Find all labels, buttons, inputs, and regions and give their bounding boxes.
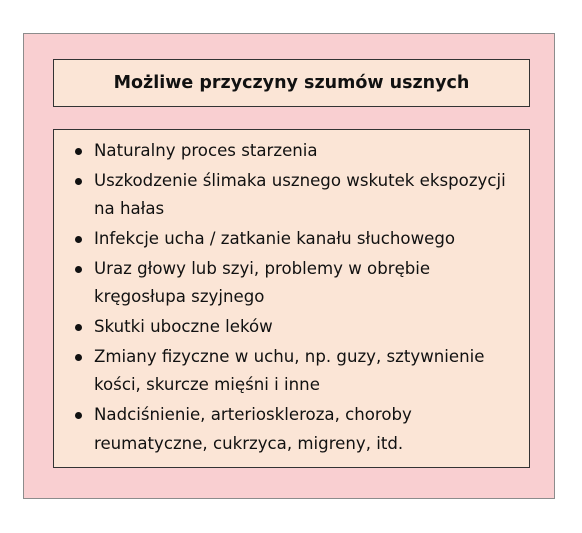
bullet-icon xyxy=(75,266,82,273)
list-item xyxy=(54,343,529,400)
list-item-text: Skutki uboczne leków xyxy=(94,317,273,337)
list-item-text: Naturalny proces starzenia xyxy=(94,141,318,160)
bullet-icon xyxy=(75,324,82,331)
list-item xyxy=(54,255,529,312)
list-item-text: Nadciśnienie, arterioskleroza, choroby reumatyczne, cukrzyca, migreny, itd. xyxy=(94,405,412,453)
list-item xyxy=(54,167,529,224)
title-box xyxy=(53,59,530,107)
list-item-text: Uraz głowy lub szyi, problemy w obrębie kręgosłupa szyjnego xyxy=(94,258,431,307)
bullet-icon xyxy=(75,236,82,243)
list-item-text: Zmiany fizyczne w uchu, np. guzy, sztywnienie kości, skurcze mięśni i inne xyxy=(94,346,485,395)
list-item-text: Uszkodzenie ślimaka usznego wskutek ekspozycji na hałas xyxy=(94,170,506,219)
bullet-icon xyxy=(75,148,82,155)
list-item xyxy=(54,137,529,166)
list-item xyxy=(54,313,529,342)
bullet-icon xyxy=(75,178,82,185)
bullet-icon xyxy=(75,354,82,361)
list-item xyxy=(54,401,529,458)
list-item xyxy=(54,225,529,254)
infographic-panel xyxy=(23,33,555,499)
causes-box xyxy=(53,129,530,468)
page-title: Możliwe przyczyny szumów usznych xyxy=(113,73,470,93)
causes-list xyxy=(54,137,529,460)
list-item-text: Infekcje ucha / zatkanie kanału słuchowego xyxy=(94,229,456,249)
bullet-icon xyxy=(75,412,82,419)
